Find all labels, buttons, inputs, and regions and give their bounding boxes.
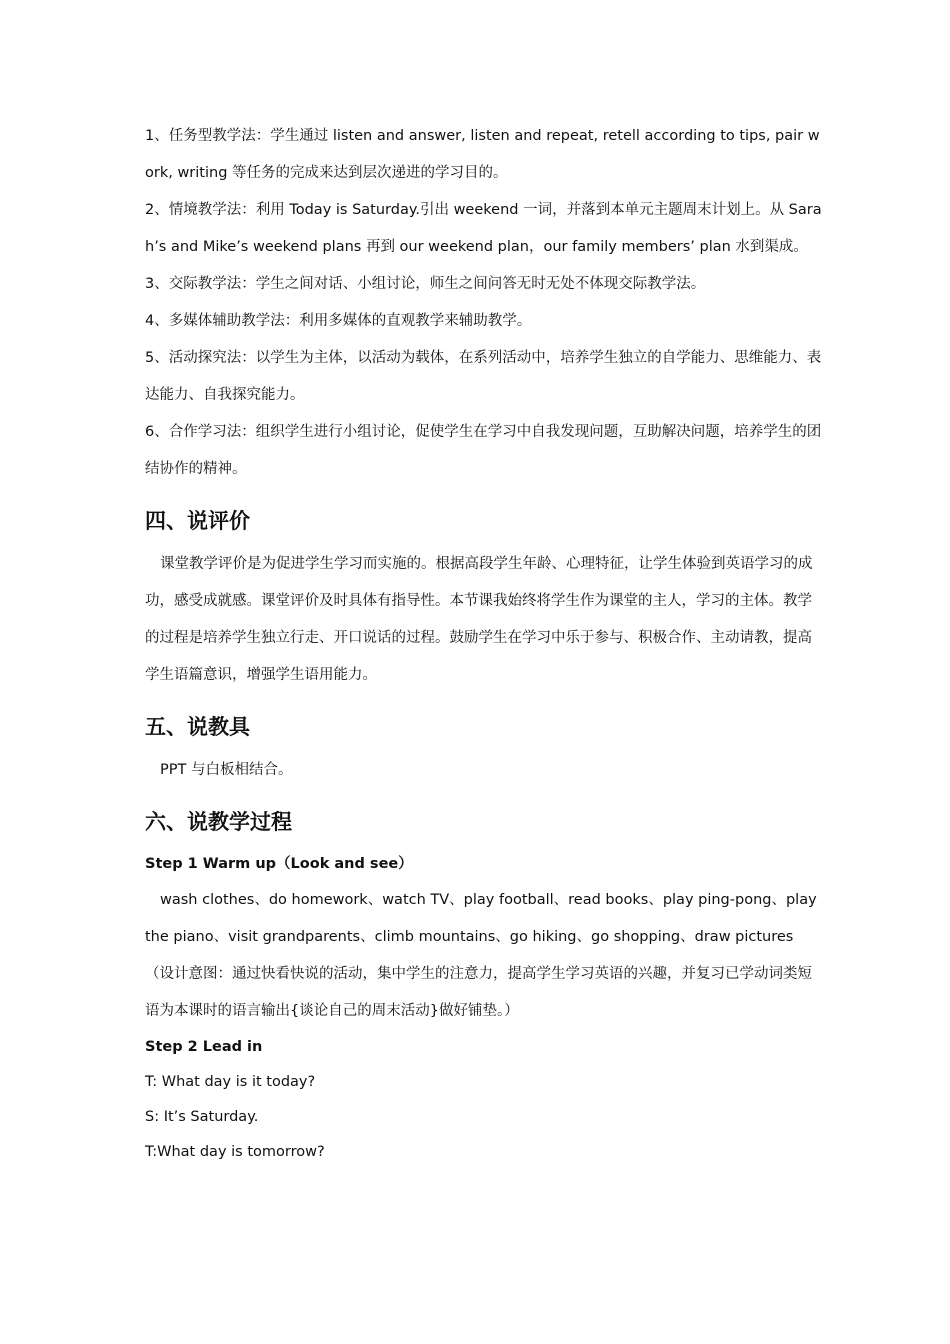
step-1-note: （设计意图：通过快看快说的活动，集中学生的注意力，提高学生学习英语的兴趣，并复习已学动词类短语为本课时的语言输出{谈论自己的周末活动}做好铺垫。） bbox=[145, 966, 812, 1019]
method-6: 6、合作学习法：组织学生进行小组讨论，促使学生在学习中自我发现问题，互助解决问题，培养学生的团结协作的精神。 bbox=[145, 424, 822, 477]
section-5-heading: 五、说教具 bbox=[145, 714, 250, 739]
section-6-heading: 六、说教学过程 bbox=[145, 809, 292, 834]
spacer bbox=[145, 694, 825, 712]
spacer bbox=[145, 742, 825, 752]
step-1-title: Step 1 Warm up（Look and see） bbox=[145, 856, 413, 872]
spacer bbox=[145, 789, 825, 807]
dialogue-line-3: T:What day is tomorrow? bbox=[145, 1144, 325, 1160]
document-page bbox=[145, 118, 825, 1170]
section-5-body: PPT 与白板相结合。 bbox=[160, 762, 293, 778]
spacer bbox=[145, 488, 825, 506]
spacer bbox=[145, 536, 825, 546]
spacer bbox=[145, 837, 825, 847]
section-4-body: 课堂教学评价是为促进学生学习而实施的。根据高段学生年龄、心理特征，让学生体验到英语学习的成功，感受成就感。课堂评价及时具体有指导性。本节课我始终将学生作为课堂的主人，学习的主体。教学的过程是培养学生独立行走、开口说话的过程。鼓励学生在学习中乐于参与、积极合作、主动请教，提高学生语篇意识，增强学生语用能力。 bbox=[145, 556, 813, 683]
step-2-title: Step 2 Lead in bbox=[145, 1039, 263, 1055]
method-1: 1、任务型教学法：学生通过 listen and answer, listen and repeat, retell according to tips, pair work, writing 等任务的完成来达到层次递进的学习目的。 bbox=[145, 128, 820, 181]
method-3: 3、交际教学法：学生之间对话、小组讨论，师生之间问答无时无处不体现交际教学法。 bbox=[145, 276, 706, 292]
method-4: 4、多媒体辅助教学法：利用多媒体的直观教学来辅助教学。 bbox=[145, 313, 532, 329]
method-5: 5、活动探究法：以学生为主体，以活动为载体，在系列活动中，培养学生独立的自学能力、思维能力、表达能力、自我探究能力。 bbox=[145, 350, 822, 403]
step-1-body: wash clothes、do homework、watch TV、play football、read books、play ping-pong、play the piano、visit grandparents、climb mountains、go hiking、go shopping、draw pictures bbox=[145, 892, 817, 945]
section-4-heading: 四、说评价 bbox=[145, 508, 250, 533]
dialogue-line-2: S: It’s Saturday. bbox=[145, 1109, 259, 1125]
method-2: 2、情境教学法：利用 Today is Saturday.引出 weekend 一词，并落到本单元主题周末计划上。从 Sarah’s and Mike’s weekend plans 再到 our weekend plan，our family members’ plan 水到渠成。 bbox=[145, 202, 822, 255]
dialogue-line-1: T: What day is it today? bbox=[145, 1074, 316, 1090]
